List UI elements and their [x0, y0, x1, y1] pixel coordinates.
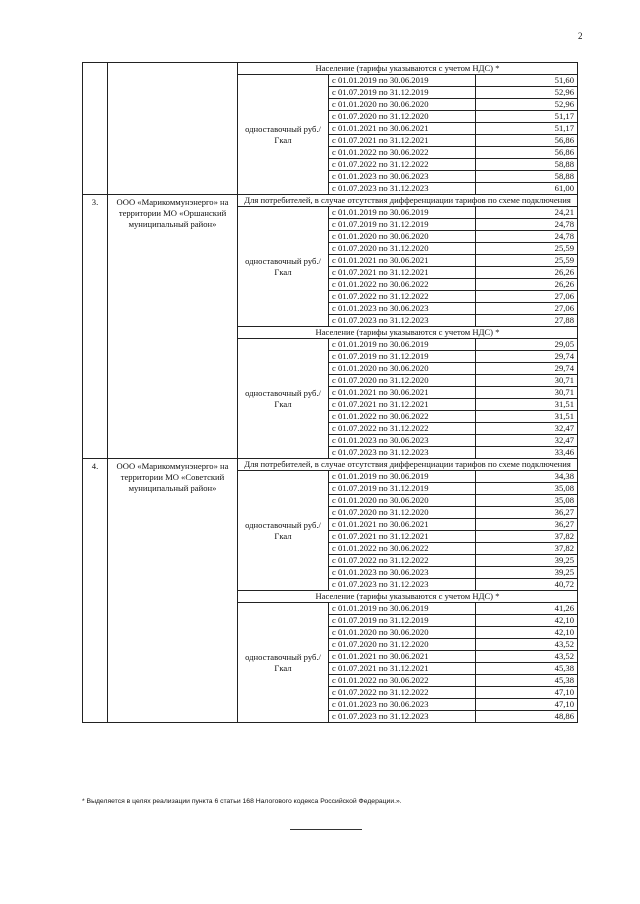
period-cell: с 01.01.2023 по 30.06.2023 [329, 567, 476, 579]
bottom-divider [290, 829, 362, 830]
period-cell: с 01.07.2019 по 31.12.2019 [329, 483, 476, 495]
organization-name [108, 63, 238, 195]
tariff-value: 31,51 [476, 399, 578, 411]
tariff-value: 37,82 [476, 531, 578, 543]
tariff-value: 47,10 [476, 699, 578, 711]
tariff-value: 25,59 [476, 255, 578, 267]
period-cell: с 01.07.2021 по 31.12.2021 [329, 531, 476, 543]
tariff-value: 36,27 [476, 507, 578, 519]
tariff-value: 29,74 [476, 351, 578, 363]
period-cell: с 01.01.2023 по 30.06.2023 [329, 171, 476, 183]
period-cell: с 01.07.2019 по 31.12.2019 [329, 351, 476, 363]
group-title: Население (тарифы указываются с учетом НДС) * [238, 591, 578, 603]
group-title: Для потребителей, в случае отсутствия дифференциации тарифов по схеме подключения [238, 195, 578, 207]
tariff-value: 25,59 [476, 243, 578, 255]
group-title: Для потребителей, в случае отсутствия дифференциации тарифов по схеме подключения [238, 459, 578, 471]
row-number: 4. [83, 459, 108, 723]
tariff-table-body [83, 63, 578, 723]
tariff-value: 43,52 [476, 639, 578, 651]
tariff-value: 29,74 [476, 363, 578, 375]
tariff-value: 31,51 [476, 411, 578, 423]
period-cell: с 01.07.2022 по 31.12.2022 [329, 159, 476, 171]
tariff-value: 26,26 [476, 267, 578, 279]
period-cell: с 01.01.2021 по 30.06.2021 [329, 519, 476, 531]
page-number: 2 [578, 31, 583, 41]
tariff-value: 24,78 [476, 219, 578, 231]
period-cell: с 01.01.2019 по 30.06.2019 [329, 339, 476, 351]
organization-name: ООО «Марикоммунэнерго» на территории МО «Советский муниципальный район» [108, 459, 238, 723]
tariff-value: 58,88 [476, 159, 578, 171]
period-cell: с 01.01.2021 по 30.06.2021 [329, 255, 476, 267]
tariff-value: 35,08 [476, 483, 578, 495]
group-title: Население (тарифы указываются с учетом НДС) * [238, 63, 578, 75]
period-cell: с 01.07.2020 по 31.12.2020 [329, 111, 476, 123]
period-cell: с 01.01.2021 по 30.06.2021 [329, 387, 476, 399]
period-cell: с 01.07.2023 по 31.12.2023 [329, 447, 476, 459]
tariff-value: 35,08 [476, 495, 578, 507]
row-number: 3. [83, 195, 108, 459]
tariff-value: 36,27 [476, 519, 578, 531]
tariff-value: 51,60 [476, 75, 578, 87]
period-cell: с 01.01.2021 по 30.06.2021 [329, 123, 476, 135]
period-cell: с 01.07.2023 по 31.12.2023 [329, 711, 476, 723]
tariff-value: 27,06 [476, 303, 578, 315]
tariff-value: 27,06 [476, 291, 578, 303]
period-cell: с 01.01.2022 по 30.06.2022 [329, 279, 476, 291]
tariff-value: 61,00 [476, 183, 578, 195]
period-cell: с 01.07.2021 по 31.12.2021 [329, 135, 476, 147]
tariff-value: 52,96 [476, 87, 578, 99]
period-cell: с 01.07.2021 по 31.12.2021 [329, 399, 476, 411]
period-cell: с 01.07.2022 по 31.12.2022 [329, 423, 476, 435]
period-cell: с 01.01.2023 по 30.06.2023 [329, 303, 476, 315]
tariff-value: 39,25 [476, 567, 578, 579]
tariff-value: 26,26 [476, 279, 578, 291]
period-cell: с 01.01.2020 по 30.06.2020 [329, 363, 476, 375]
tariff-value: 30,71 [476, 387, 578, 399]
tariff-value: 45,38 [476, 675, 578, 687]
period-cell: с 01.01.2022 по 30.06.2022 [329, 411, 476, 423]
tariff-value: 24,78 [476, 231, 578, 243]
period-cell: с 01.07.2022 по 31.12.2022 [329, 687, 476, 699]
tariff-unit: одноставочный руб./Гкал [238, 339, 329, 459]
period-cell: с 01.01.2019 по 30.06.2019 [329, 471, 476, 483]
tariff-value: 40,72 [476, 579, 578, 591]
group-header-row [83, 63, 578, 75]
period-cell: с 01.07.2019 по 31.12.2019 [329, 87, 476, 99]
tariff-value: 51,17 [476, 111, 578, 123]
tariff-value: 34,38 [476, 471, 578, 483]
tariff-value: 37,82 [476, 543, 578, 555]
period-cell: с 01.07.2019 по 31.12.2019 [329, 615, 476, 627]
tariff-unit: одноставочный руб./Гкал [238, 603, 329, 723]
period-cell: с 01.07.2021 по 31.12.2021 [329, 663, 476, 675]
tariff-unit: одноставочный руб./Гкал [238, 75, 329, 195]
tariff-value: 48,86 [476, 711, 578, 723]
tariff-value: 47,10 [476, 687, 578, 699]
period-cell: с 01.07.2023 по 31.12.2023 [329, 579, 476, 591]
period-cell: с 01.01.2020 по 30.06.2020 [329, 99, 476, 111]
tariff-value: 27,88 [476, 315, 578, 327]
tariff-value: 29,05 [476, 339, 578, 351]
period-cell: с 01.01.2019 по 30.06.2019 [329, 207, 476, 219]
group-header-row [83, 459, 578, 471]
period-cell: с 01.07.2022 по 31.12.2022 [329, 555, 476, 567]
tariff-value: 42,10 [476, 615, 578, 627]
row-number [83, 63, 108, 195]
period-cell: с 01.07.2021 по 31.12.2021 [329, 267, 476, 279]
period-cell: с 01.01.2023 по 30.06.2023 [329, 435, 476, 447]
period-cell: с 01.01.2022 по 30.06.2022 [329, 543, 476, 555]
tariff-unit: одноставочный руб./Гкал [238, 207, 329, 327]
period-cell: с 01.01.2019 по 30.06.2019 [329, 75, 476, 87]
period-cell: с 01.01.2023 по 30.06.2023 [329, 699, 476, 711]
period-cell: с 01.01.2020 по 30.06.2020 [329, 627, 476, 639]
tariff-value: 32,47 [476, 435, 578, 447]
period-cell: с 01.07.2022 по 31.12.2022 [329, 291, 476, 303]
period-cell: с 01.07.2023 по 31.12.2023 [329, 183, 476, 195]
tariff-value: 30,71 [476, 375, 578, 387]
period-cell: с 01.07.2020 по 31.12.2020 [329, 243, 476, 255]
period-cell: с 01.07.2020 по 31.12.2020 [329, 507, 476, 519]
tariff-value: 24,21 [476, 207, 578, 219]
tariff-value: 33,46 [476, 447, 578, 459]
group-header-row [83, 195, 578, 207]
tariff-value: 56,86 [476, 135, 578, 147]
tariff-value: 58,88 [476, 171, 578, 183]
period-cell: с 01.01.2022 по 30.06.2022 [329, 675, 476, 687]
tariff-unit: одноставочный руб./Гкал [238, 471, 329, 591]
period-cell: с 01.07.2023 по 31.12.2023 [329, 315, 476, 327]
tariff-value: 45,38 [476, 663, 578, 675]
organization-name: ООО «Марикоммунэнерго» на территории МО «Оршанский муниципальный район» [108, 195, 238, 459]
period-cell: с 01.07.2020 по 31.12.2020 [329, 639, 476, 651]
footnote: * Выделяется в целях реализации пункта 6 статьи 168 Налогового кодекса Российской Федерации.». [82, 798, 402, 805]
tariff-value: 39,25 [476, 555, 578, 567]
tariff-value: 51,17 [476, 123, 578, 135]
group-title: Население (тарифы указываются с учетом НДС) * [238, 327, 578, 339]
tariff-value: 52,96 [476, 99, 578, 111]
period-cell: с 01.01.2020 по 30.06.2020 [329, 495, 476, 507]
period-cell: с 01.07.2019 по 31.12.2019 [329, 219, 476, 231]
period-cell: с 01.07.2020 по 31.12.2020 [329, 375, 476, 387]
period-cell: с 01.01.2019 по 30.06.2019 [329, 603, 476, 615]
period-cell: с 01.01.2022 по 30.06.2022 [329, 147, 476, 159]
tariff-table [82, 62, 578, 723]
tariff-value: 41,26 [476, 603, 578, 615]
tariff-value: 32,47 [476, 423, 578, 435]
period-cell: с 01.01.2020 по 30.06.2020 [329, 231, 476, 243]
tariff-value: 43,52 [476, 651, 578, 663]
tariff-value: 42,10 [476, 627, 578, 639]
period-cell: с 01.01.2021 по 30.06.2021 [329, 651, 476, 663]
tariff-value: 56,86 [476, 147, 578, 159]
